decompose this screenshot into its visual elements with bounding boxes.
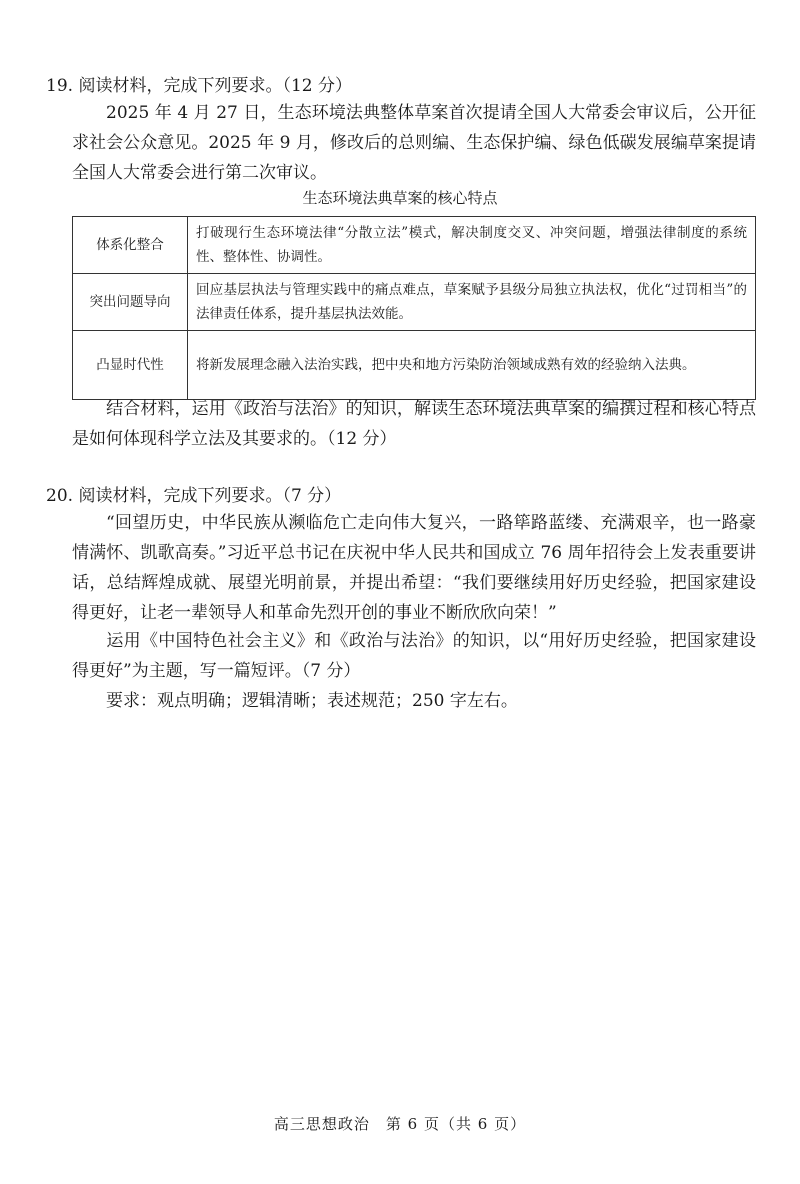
question-19-title: 19. 阅读材料，完成下列要求。（12 分） — [46, 76, 352, 96]
table-row — [73, 274, 756, 331]
row-label: 突出问题导向 — [73, 274, 188, 331]
page-footer: 高三思想政治 第 6 页（共 6 页） — [273, 1115, 527, 1133]
question-20-requirement — [72, 686, 756, 716]
core-features-table — [72, 216, 756, 400]
table-row — [73, 331, 756, 400]
question-19-material-text: 2025 年 4 月 27 日，生态环境法典整体草案首次提请全国人大常委会审议后，公开征求社会公众意见。2025 年 9 月，修改后的总则编、生态保护编、绿色低碳发展编草案提请全国人大常委会进行第二次审议。 — [72, 103, 756, 183]
question-19-task — [72, 394, 756, 454]
question-20-task-text: 运用《中国特色社会主义》和《政治与法治》的知识，以“用好历史经验，把国家建设得更好”为主题，写一篇短评。（7 分） — [72, 631, 756, 681]
table-caption: 生态环境法典草案的核心特点 — [302, 189, 498, 207]
row-description: 回应基层执法与管理实践中的痛点难点，草案赋予县级分局独立执法权，优化“过罚相当”的法律责任体系，提升基层执法效能。 — [188, 274, 756, 331]
row-label: 凸显时代性 — [73, 331, 188, 400]
question-19-material — [72, 98, 756, 188]
question-20-material — [72, 508, 756, 628]
question-20-requirement-text: 要求：观点明确；逻辑清晰；表述规范；250 字左右。 — [106, 691, 518, 711]
question-19-task-text: 结合材料，运用《政治与法治》的知识，解读生态环境法典草案的编撰过程和核心特点是如何体现科学立法及其要求的。（12 分） — [72, 399, 756, 449]
row-description: 打破现行生态环境法律“分散立法”模式，解决制度交叉、冲突问题，增强法律制度的系统性、整体性、协调性。 — [188, 217, 756, 274]
question-20-task — [72, 626, 756, 686]
row-label: 体系化整合 — [73, 217, 188, 274]
question-20-title: 20. 阅读材料，完成下列要求。（7 分） — [46, 486, 342, 506]
row-description: 将新发展理念融入法治实践，把中央和地方污染防治领域成熟有效的经验纳入法典。 — [188, 331, 756, 400]
table-row — [73, 217, 756, 274]
question-20-material-text: “回望历史，中华民族从濒临危亡走向伟大复兴，一路筚路蓝缕、充满艰辛，也一路豪情满怀、凯歌高奏。”习近平总书记在庆祝中华人民共和国成立 76 周年招待会上发表重要讲话，总结辉煌成就、展望光明前景，并提出希望：“我们要继续用好历史经验，把国家建设得更好，让老一辈领导人和革命先烈开创的事业不断欣欣向荣！” — [72, 513, 756, 623]
